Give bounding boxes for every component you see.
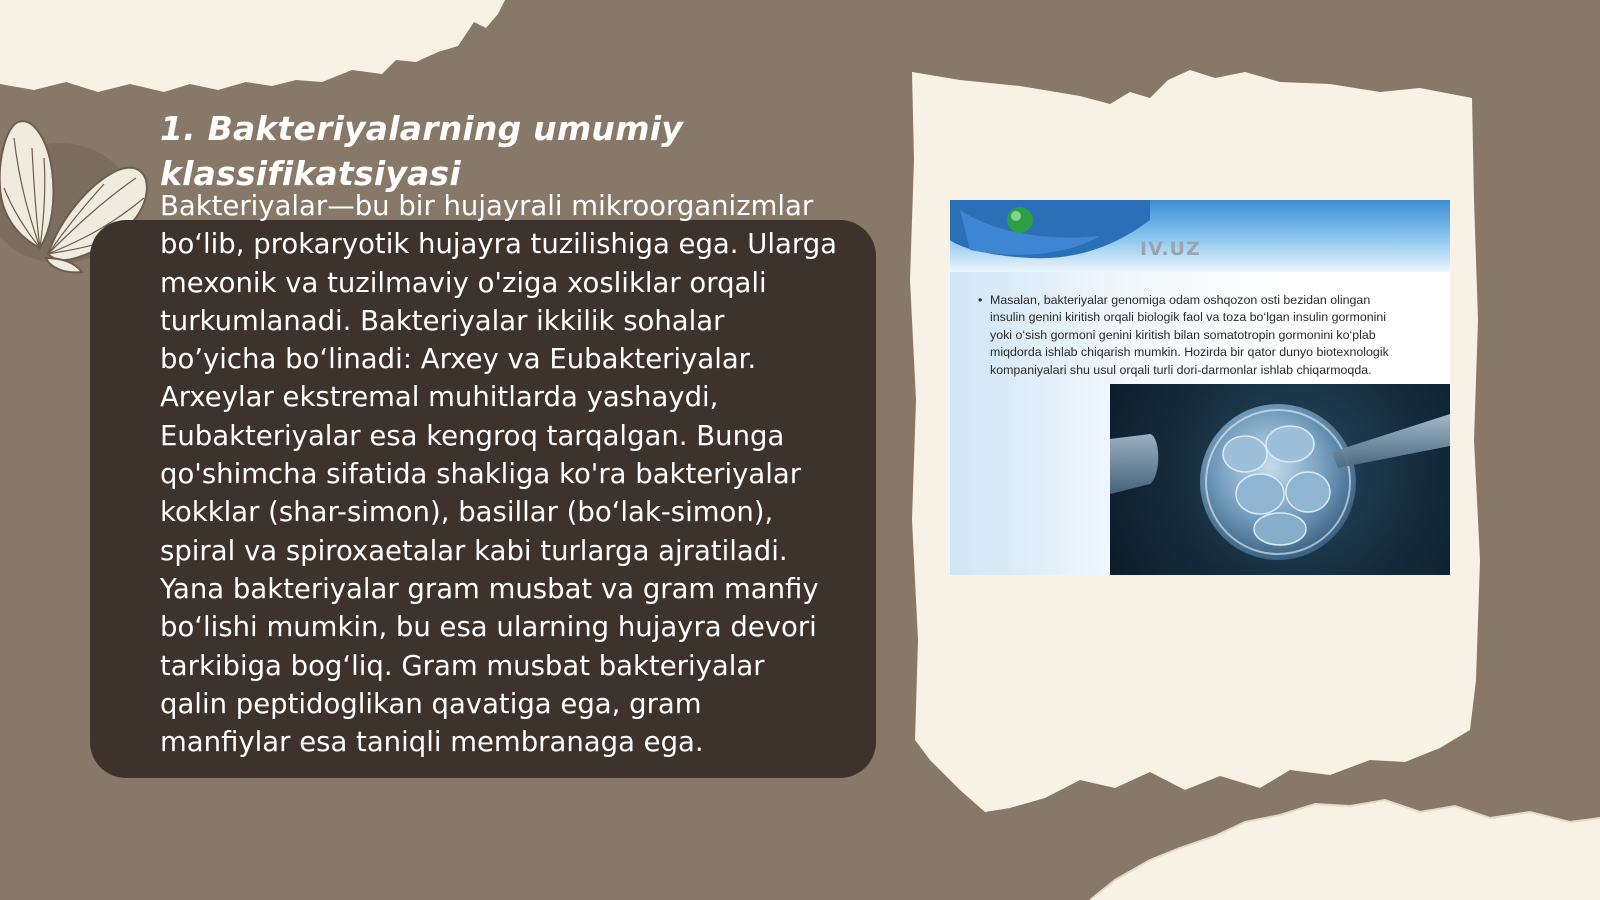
embedded-logo-text: IV.UZ — [1140, 238, 1201, 260]
torn-paper-top-left — [0, 0, 505, 92]
embedded-bullet-text: • Masalan, bakteriyalar genomiga odam oshqozon osti bezidan olingan insulin genini kiritish orqali biologik faol va toza bo‘lgan insulin gormonini yoki o‘sish gormoni genini kiritish bilan somatotropin gormonini ko‘plab miqdorda ishlab chiqarish mumkin. Hozirda bir qator dunyo biotexnologik kompaniyalari shu usul orqali turli dori-darmonlar ishlab chiqarmoqda. — [990, 292, 1390, 379]
torn-paper-bottom-right — [1090, 800, 1600, 900]
cell-microinjection-photo — [1110, 384, 1450, 575]
slide-body-text: Bakteriyalar—bu bir hujayrali mikroorganizmlar bo‘lib, prokaryotik hujayra tuzilishiga ega. Ularga mexonik va tuzilmaviy o'ziga xosliklar orqali turkumlanadi. Bakteriyalar ikkilik sohalar bo’yicha bo‘linadi: Arxey va Eubakteriyalar. Arxeylar ekstremal muhitlarda yashaydi, Eubakteriyalar esa kengroq tarqalgan. Bunga qo'shimcha sifatida shakliga ko'ra bakteriyalar kokklar (shar-simon), basillar (bo‘lak-simon), spiral va spiroxaetalar kabi turlarga ajratiladi. Yana bakteriyalar gram musbat va gram manfiy bo‘lishi mumkin, bu esa ularning hujayra devori tarkibiga bog‘liq. Gram musbat bakteriyalar qalin peptidoglikan qavatiga ega, gram manfiylar esa taniqli membranaga ega. — [160, 190, 838, 759]
green-cell-icon — [1007, 207, 1033, 233]
slide-title: 1. Bakteriyalarning umumiy klassifikatsiyasi — [160, 109, 683, 193]
cell-illustration — [1110, 384, 1450, 575]
embedded-slide-header — [950, 200, 1450, 272]
embedded-slide-image — [950, 200, 1450, 575]
glove-hand-icon — [950, 200, 1150, 272]
